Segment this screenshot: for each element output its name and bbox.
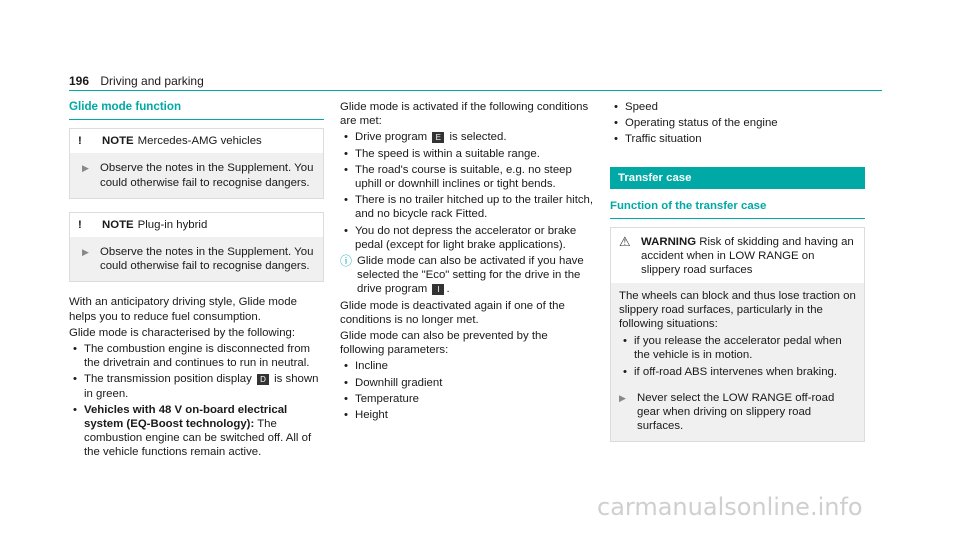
list-item: • Speed <box>610 100 865 114</box>
paragraph: Glide mode is deactivated again if one of the conditions is no longer met. <box>340 299 565 326</box>
note-header <box>70 129 323 153</box>
parameters-list-continued <box>610 100 865 147</box>
warning-action-text: Never select the LOW RANGE off-road gear when driving on slippery road surfaces. <box>637 391 835 433</box>
info-icon: ⓘ <box>340 254 353 269</box>
list-item: • The road's course is suitable, e.g. no steep uphill or downhill inclines or tight bends. <box>340 163 595 191</box>
list-item: • Operating status of the engine <box>610 116 865 130</box>
note-icon: ! <box>78 218 82 231</box>
note-box-hybrid <box>69 212 324 283</box>
heading-rule <box>610 218 865 219</box>
heading-rule <box>69 119 324 120</box>
warning-text: The wheels can block and thus lose traction on slippery road surfaces, particularly in the following situations: <box>619 289 856 331</box>
warning-header <box>611 228 864 283</box>
list-item: • if off-road ABS intervenes when braking. <box>619 365 856 379</box>
warning-label: WARNING <box>641 236 697 249</box>
characteristics-list <box>69 342 324 460</box>
conditions-list <box>340 130 595 252</box>
paragraph: Glide mode can also be prevented by the following parameters: <box>340 330 548 357</box>
warning-box <box>610 227 865 442</box>
note-label: NOTE <box>102 218 134 231</box>
column-2 <box>340 100 595 424</box>
list-item: • Downhill gradient <box>340 376 595 390</box>
list-item: • Height <box>340 408 595 422</box>
list-item: • Temperature <box>340 392 595 406</box>
list-item: • if you release the accelerator pedal when the vehicle is in motion. <box>619 334 856 362</box>
action-triangle-icon: ▶ <box>82 163 89 174</box>
header-title: Driving and parking <box>100 74 204 88</box>
list-item: • Incline <box>340 359 595 373</box>
warning-list <box>619 334 856 379</box>
transmission-d-icon: D <box>257 374 269 385</box>
page-header <box>69 74 204 88</box>
list-item: • Drive program E is selected. <box>340 130 595 144</box>
note-body <box>70 153 323 197</box>
watermark: carmanualsonline.info <box>597 493 863 521</box>
drive-program-i-icon: I <box>432 284 444 295</box>
action-triangle-icon: ▶ <box>82 247 89 258</box>
warning-title: Risk of skidding and having an accident when in LOW RANGE on slippery road surfaces <box>641 236 854 277</box>
paragraph: With an anticipatory driving style, Glide mode helps you to reduce fuel consumption. <box>69 296 297 323</box>
info-note: ⓘ Glide mode can also be activated if you have selected the "Eco" setting for the drive in the drive program I . <box>340 254 584 296</box>
parameters-list <box>340 359 595 422</box>
note-body <box>70 237 323 281</box>
action-triangle-icon: ▶ <box>619 392 626 403</box>
warning-body <box>611 283 864 442</box>
section-bar-transfer-case: Transfer case <box>610 167 865 189</box>
note-icon: ! <box>78 135 82 148</box>
note-box-amg <box>69 128 324 199</box>
header-rule <box>69 90 882 91</box>
warning-triangle-icon: ⚠ <box>619 234 631 250</box>
drive-program-e-icon: E <box>432 132 444 143</box>
list-item: • The speed is within a suitable range. <box>340 147 595 161</box>
list-item: • Traffic situation <box>610 132 865 146</box>
column-1 <box>69 100 324 462</box>
note-title: Mercedes-AMG vehicles <box>137 135 262 148</box>
list-item: • You do not depress the accelerator or brake pedal (except for light brake applications). <box>340 224 595 252</box>
list-item: • Vehicles with 48 V on-board electrical system (EQ-Boost technology): The combustion engine can be switched off. All of the vehicle functions remain active. <box>69 403 324 460</box>
note-text: Observe the notes in the Supplement. You could otherwise fail to recognise dangers. <box>100 162 314 189</box>
page-number: 196 <box>69 74 90 88</box>
note-label: NOTE <box>102 135 134 148</box>
note-header <box>70 213 323 237</box>
list-item: • The combustion engine is disconnected from the drivetrain and continues to run in neutral. <box>69 342 324 370</box>
paragraph: Glide mode is characterised by the following: <box>69 326 296 339</box>
warning-action <box>619 391 856 434</box>
paragraph: Glide mode is activated if the following conditions are met: <box>340 101 589 128</box>
list-item: • There is no trailer hitched up to the trailer hitch, and no bicycle rack Fitted. <box>340 193 595 221</box>
column-3 <box>610 100 865 442</box>
note-text: Observe the notes in the Supplement. You could otherwise fail to recognise dangers. <box>100 246 314 273</box>
note-title: Plug-in hybrid <box>137 218 208 231</box>
list-item: • The transmission position display D is shown in green. <box>69 372 324 400</box>
sub-heading-transfer-case: Function of the transfer case <box>610 199 767 212</box>
section-heading-glide-mode: Glide mode function <box>69 100 182 113</box>
